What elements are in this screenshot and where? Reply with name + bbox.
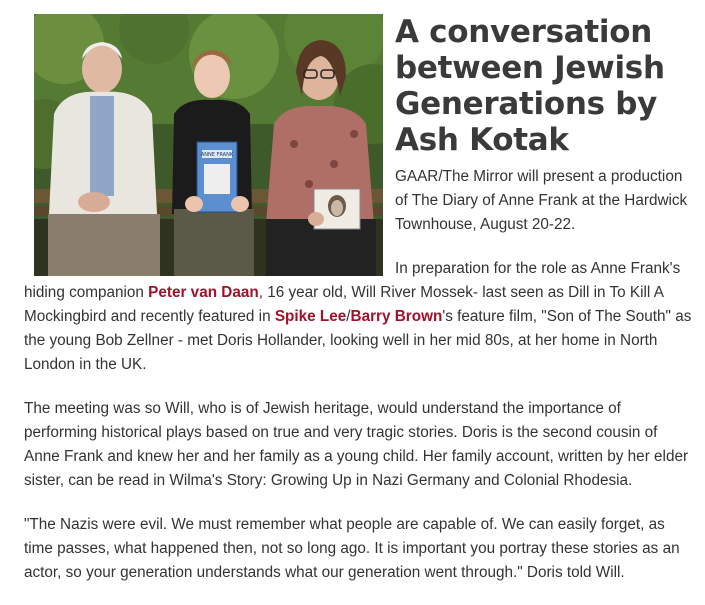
paragraph-meeting: The meeting was so Will, who is of Jewish heritage, would understand the importance of performing historical plays based on true and very tragic stories. Doris is the second cousin of Anne Frank and knew her and her family as a young child. Her family account, written by her elder sister, can be read in Wilma's Story: Growing Up in Nazi Germany and Colonial Rhodesia.: [24, 400, 689, 489]
article-title: A conversation between Jewish Generations by Ash Kotak: [395, 14, 665, 158]
book-cover-text: ANNE FRANK: [200, 152, 234, 158]
preparation-text-2: , 16 year old, Will River Mossek- last seen as Dill in To Kill A Mockingbird and recently featured in: [24, 284, 664, 325]
link-barry-brown[interactable]: Barry Brown: [350, 308, 443, 325]
preparation-text-1: In preparation for the role as Anne Frank's hiding companion: [24, 260, 681, 301]
paragraph-production: GAAR/The Mirror will present a production of The Diary of Anne Frank at the Hardwick Townhouse, August 20-22.: [395, 168, 688, 233]
article-photo: [34, 14, 383, 276]
link-separator: /: [346, 308, 351, 325]
link-spike-lee[interactable]: Spike Lee: [274, 308, 347, 325]
link-peter-van-daan[interactable]: Peter van Daan: [148, 284, 259, 301]
article: [24, 14, 696, 605]
preparation-text-3: 's feature film, "Son of The South" as the young Bob Zellner - met Doris Hollander, looking well in her mid 80s, at her home in North London in the UK.: [24, 308, 692, 373]
paragraph-quote: "The Nazis were evil. We must remember what people are capable of. We can easily forget, as time passes, what happened then, not so long ago. It is important you portray these stories as an actor, so your generation understands what our generation went through." Doris told Will.: [24, 516, 680, 581]
